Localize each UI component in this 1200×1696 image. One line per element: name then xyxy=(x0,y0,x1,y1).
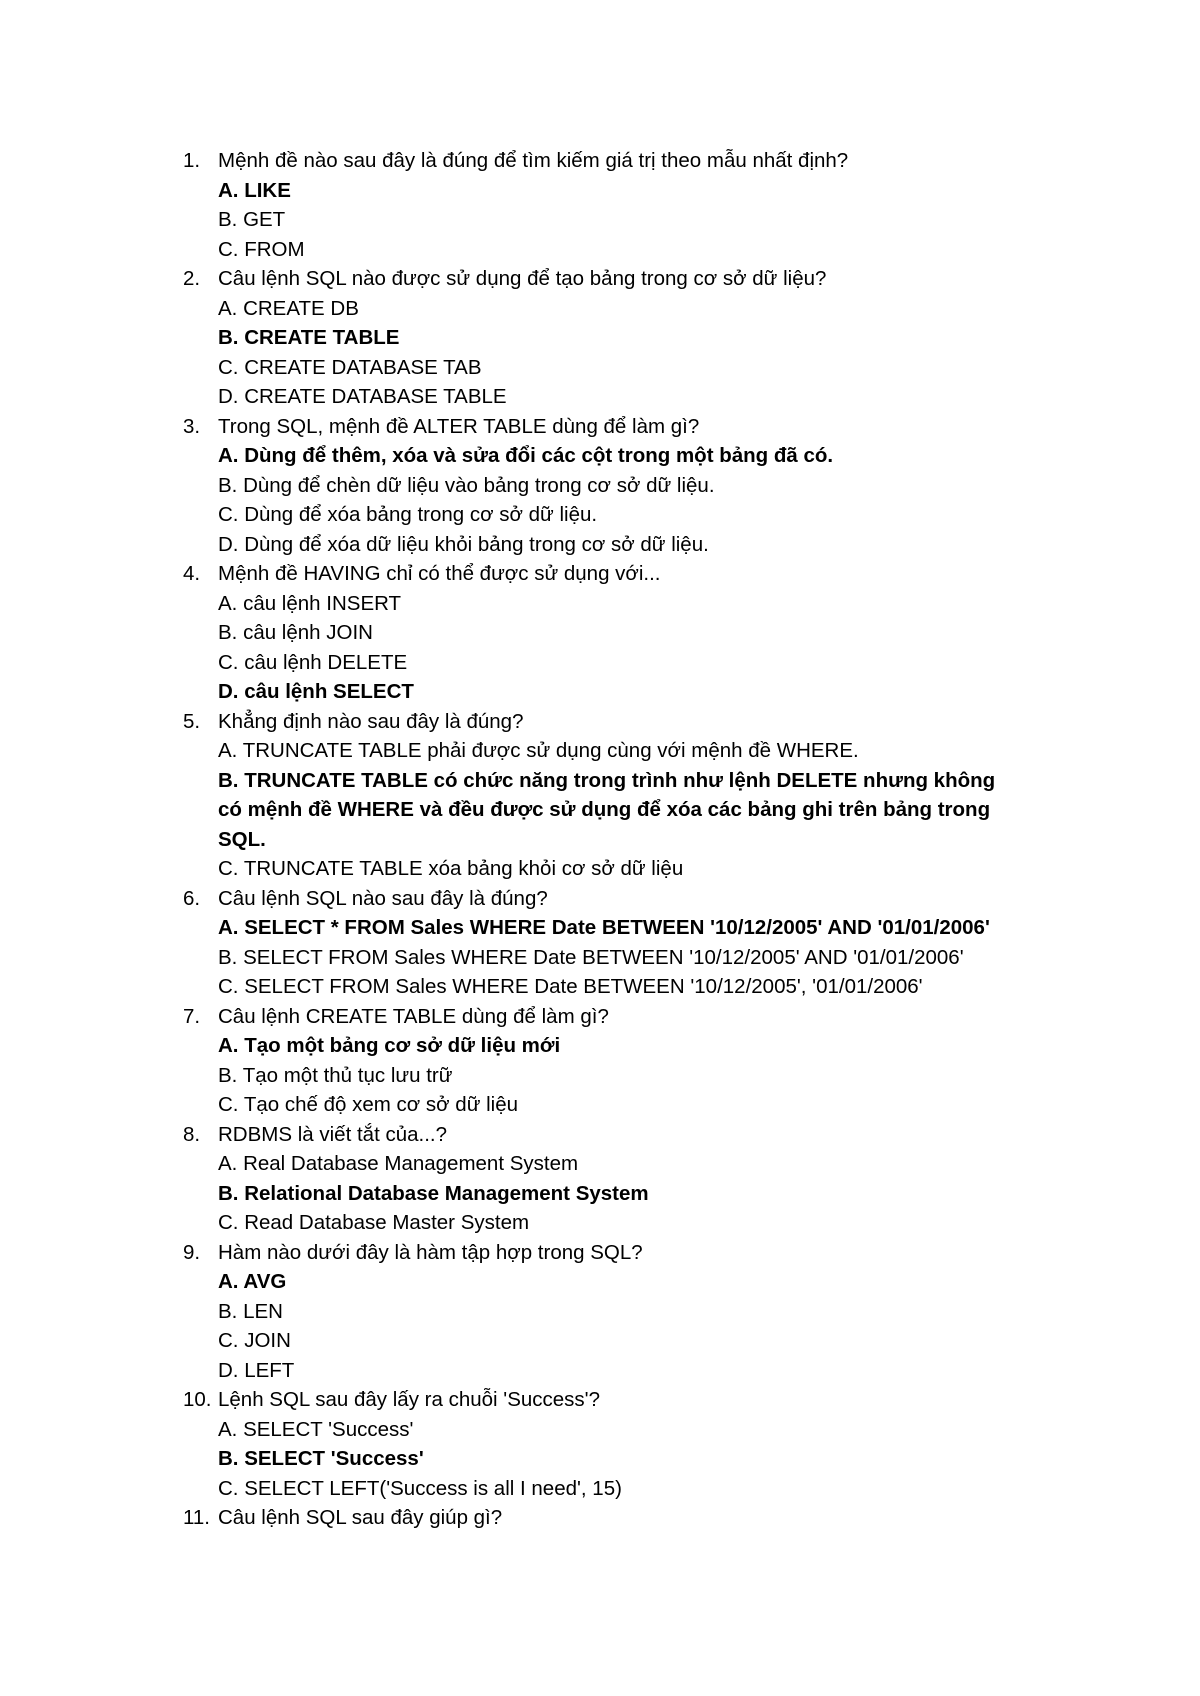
question-block xyxy=(183,1120,1103,1238)
answer-option: C. SELECT LEFT('Success is all I need', 15) xyxy=(218,1476,622,1500)
answer-option: A. câu lệnh INSERT xyxy=(218,591,402,615)
question-number: 11. xyxy=(183,1506,210,1529)
answer-option-correct: A. Dùng để thêm, xóa và sửa đổi các cột trong một bảng đã có. xyxy=(218,444,834,467)
answer-option: C. CREATE DATABASE TAB xyxy=(218,355,482,379)
answer-option: C. Tạo chế độ xem cơ sở dữ liệu xyxy=(218,1093,519,1116)
question-number: 4. xyxy=(183,562,201,585)
answer-option: B. Dùng để chèn dữ liệu vào bảng trong cơ sở dữ liệu. xyxy=(218,473,715,497)
answer-option-correct: A. LIKE xyxy=(218,178,291,202)
answer-option: B. GET xyxy=(218,208,286,231)
answer-option: C. Dùng để xóa bảng trong cơ sở dữ liệu. xyxy=(218,503,598,526)
question-block xyxy=(183,559,1103,707)
question-block xyxy=(183,264,1103,412)
question-text: Câu lệnh CREATE TABLE dùng để làm gì? xyxy=(218,1004,609,1028)
question-line xyxy=(183,559,1103,589)
question-number: 5. xyxy=(183,709,201,733)
question-line xyxy=(183,1503,1103,1533)
answer-option: C. Read Database Master System xyxy=(218,1211,530,1234)
answer-option: A. Real Database Management System xyxy=(218,1152,579,1175)
answer-option: B. Tạo một thủ tục lưu trữ xyxy=(218,1063,453,1087)
question-line xyxy=(183,1120,1103,1150)
question-number: 1. xyxy=(183,149,201,172)
quiz-list xyxy=(183,146,1103,1533)
answer-option: A. SELECT 'Success' xyxy=(218,1417,414,1441)
question-block xyxy=(183,412,1103,560)
question-number: 9. xyxy=(183,1240,201,1264)
question-line xyxy=(183,1385,1103,1415)
answer-option-correct: B. TRUNCATE TABLE có chức năng trong trình như lệnh DELETE nhưng không có mệnh đề WHERE và đều được sử dụng để xóa các bảng ghi trên bảng trong SQL. xyxy=(218,768,996,851)
question-text: Câu lệnh SQL nào được sử dụng để tạo bảng trong cơ sở dữ liệu? xyxy=(218,267,827,290)
question-line xyxy=(183,146,1103,176)
answer-option: D. Dùng để xóa dữ liệu khỏi bảng trong cơ sở dữ liệu. xyxy=(218,532,709,556)
question-text: Khẳng định nào sau đây là đúng? xyxy=(218,709,524,733)
answer-option: B. LEN xyxy=(218,1299,283,1323)
question-line xyxy=(183,412,1103,442)
answer-option: C. SELECT FROM Sales WHERE Date BETWEEN '10/12/2005', '01/01/2006' xyxy=(218,975,923,998)
answer-option-correct: A. Tạo một bảng cơ sở dữ liệu mới xyxy=(218,1034,561,1057)
question-text: Câu lệnh SQL nào sau đây là đúng? xyxy=(218,886,548,910)
answer-option: C. câu lệnh DELETE xyxy=(218,650,408,674)
answer-option-correct: B. SELECT 'Success' xyxy=(218,1447,424,1470)
question-number: 10. xyxy=(183,1388,212,1411)
question-text: Mệnh đề HAVING chỉ có thể được sử dụng với... xyxy=(218,562,661,585)
question-text: Mệnh đề nào sau đây là đúng để tìm kiếm giá trị theo mẫu nhất định? xyxy=(218,149,849,172)
answer-option: A. CREATE DB xyxy=(218,296,359,320)
question-text: Lệnh SQL sau đây lấy ra chuỗi 'Success'? xyxy=(218,1388,600,1411)
answer-option: D. LEFT xyxy=(218,1358,295,1382)
question-line xyxy=(183,264,1103,294)
answer-option-correct: D. câu lệnh SELECT xyxy=(218,680,414,703)
answer-option: C. TRUNCATE TABLE xóa bảng khỏi cơ sở dữ liệu xyxy=(218,857,684,880)
question-block xyxy=(183,1385,1103,1503)
question-number: 7. xyxy=(183,1004,201,1028)
answer-option: D. CREATE DATABASE TABLE xyxy=(218,385,507,408)
answer-option-correct: B. Relational Database Management System xyxy=(218,1181,649,1205)
question-text: Hàm nào dưới đây là hàm tập hợp trong SQL? xyxy=(218,1240,643,1264)
answer-option: C. JOIN xyxy=(218,1329,291,1352)
question-block xyxy=(183,707,1103,884)
answer-option: C. FROM xyxy=(218,237,305,261)
answer-option: A. TRUNCATE TABLE phải được sử dụng cùng với mệnh đề WHERE. xyxy=(218,739,859,762)
question-line xyxy=(183,707,1103,737)
question-number: 3. xyxy=(183,414,201,438)
question-line xyxy=(183,884,1103,914)
question-block xyxy=(183,1503,1103,1533)
question-line xyxy=(183,1002,1103,1032)
answer-option-correct: A. SELECT * FROM Sales WHERE Date BETWEEN '10/12/2005' AND '01/01/2006' xyxy=(218,916,990,939)
question-block xyxy=(183,884,1103,1002)
question-block xyxy=(183,1238,1103,1386)
question-text: RDBMS là viết tắt của...? xyxy=(218,1122,448,1146)
question-number: 8. xyxy=(183,1122,201,1146)
question-number: 2. xyxy=(183,267,201,290)
question-number: 6. xyxy=(183,886,201,910)
question-block xyxy=(183,1002,1103,1120)
question-text: Câu lệnh SQL sau đây giúp gì? xyxy=(218,1506,503,1529)
answer-option-correct: B. CREATE TABLE xyxy=(218,326,400,349)
answer-option: B. câu lệnh JOIN xyxy=(218,621,373,644)
answer-option-correct: A. AVG xyxy=(218,1270,287,1293)
question-block xyxy=(183,146,1103,264)
question-text: Trong SQL, mệnh đề ALTER TABLE dùng để làm gì? xyxy=(218,414,700,438)
question-line xyxy=(183,1238,1103,1268)
answer-option: B. SELECT FROM Sales WHERE Date BETWEEN '10/12/2005' AND '01/01/2006' xyxy=(218,945,964,969)
